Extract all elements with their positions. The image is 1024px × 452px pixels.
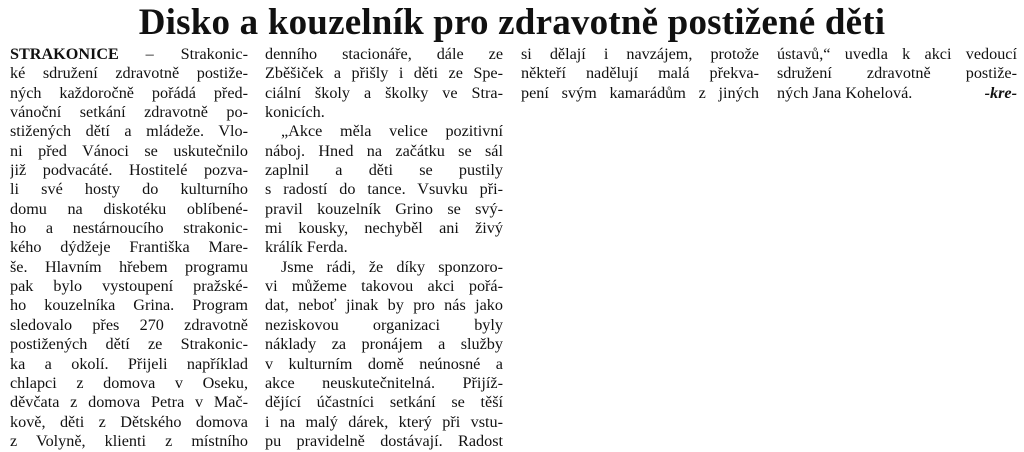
article-line: někteří nadělují malá překva- — [521, 64, 759, 83]
article-headline: Disko a kouzelník pro zdravotně postižené děti — [138, 2, 886, 43]
article-line: Zběšiček a přišly i děti ze Spe- — [265, 64, 503, 83]
article-line: pravil kouzelník Grino se svý- — [265, 199, 503, 218]
article-line: ústavů,“ uvedla k akci vedoucí — [777, 45, 1017, 63]
article-line: zaplnil a děti se pustily — [265, 161, 503, 180]
article-line: neziskovou organizaci byly — [265, 315, 503, 334]
article-line: kého dýdžeje Františka Mare- — [10, 238, 248, 257]
article-line: še. Hlavním hřebem programu — [10, 257, 248, 276]
article-line: i na malý dárek, který při vstu- — [265, 412, 503, 431]
article-line: vi můžeme takovou akci pořá- — [265, 277, 503, 296]
article-line: konicích. — [265, 103, 325, 122]
article-line: li své hosty do kulturního — [10, 180, 248, 199]
article-line: ho kouzelníka Grina. Program — [10, 296, 248, 315]
article-line: v kulturním domě neúnosné a — [265, 354, 503, 373]
article-line: již podvacáté. Hostitelé pozva- — [10, 161, 248, 180]
article-line: děvčata z domova Petra v Mač- — [10, 393, 248, 412]
article-line: stižených dětí a mládeže. Vlo- — [10, 122, 248, 141]
article-line: ciální školy a školky ve Stra- — [265, 83, 503, 102]
article-column-4 — [777, 45, 1017, 103]
article-line: denního stacionáře, dále ze — [265, 45, 503, 63]
article-column-1 — [10, 45, 248, 451]
article-line: z Volyně, klienti z místního — [10, 431, 248, 450]
article-line: STRAKONICE – Strakonic- — [10, 45, 248, 63]
article-line: vánoční setkání zdravotně po- — [10, 103, 248, 122]
article-line: kově, děti z Dětského domova — [10, 412, 248, 431]
author-signature: -kre- — [984, 83, 1017, 102]
article-line: náboj. Hned na začátku se sál — [265, 141, 503, 160]
article-column-2 — [265, 45, 503, 451]
article-line: ných každoročně pořádá před- — [10, 83, 248, 102]
article-line: mi kousky, nechyběl ani živý — [265, 219, 503, 238]
article-line: ké sdružení zdravotně postiže- — [10, 64, 248, 83]
article-line: ni před Vánoci se uskutečnilo — [10, 141, 248, 160]
article-line: dějící účastníci setkání se těší — [265, 393, 503, 412]
article-column-3 — [521, 45, 759, 103]
article-line: domu na diskotéku oblíbené- — [10, 199, 248, 218]
article-line: ka a okolí. Přijeli například — [10, 354, 248, 373]
article-line: chlapci z domova v Oseku, — [10, 373, 248, 392]
article-line: ho a nestárnoucího strakonic- — [10, 219, 248, 238]
article-line: dat, neboť jinak by pro nás jako — [265, 296, 503, 315]
article-line: akce neuskutečnitelná. Přijíž- — [265, 373, 503, 392]
article-line: králík Ferda. — [265, 238, 348, 257]
article-line: sledovalo přes 270 zdravotně — [10, 315, 248, 334]
article-line: postižených dětí ze Strakonic- — [10, 335, 248, 354]
article-line: s radostí do tance. Vsuvku při- — [265, 180, 503, 199]
dateline-place: STRAKONICE — [10, 45, 119, 63]
article-line: sdružení zdravotně postiže- — [777, 64, 1017, 83]
article-line: pení svým kamarádům z jiných — [521, 83, 759, 102]
article-line: Jsme rádi, že díky sponzoro- — [281, 257, 503, 276]
article-line: pu pravidelně dostávají. Radost — [265, 431, 503, 450]
article-line: pak bylo vystoupení pražské- — [10, 277, 248, 296]
article-line: „Akce měla velice pozitivní — [281, 122, 503, 141]
article-line: ných Jana Kohelová. -kre- — [777, 83, 1017, 102]
article-line: si dělají i navzájem, protože — [521, 45, 759, 63]
article-line: náklady za pronájem a služby — [265, 335, 503, 354]
